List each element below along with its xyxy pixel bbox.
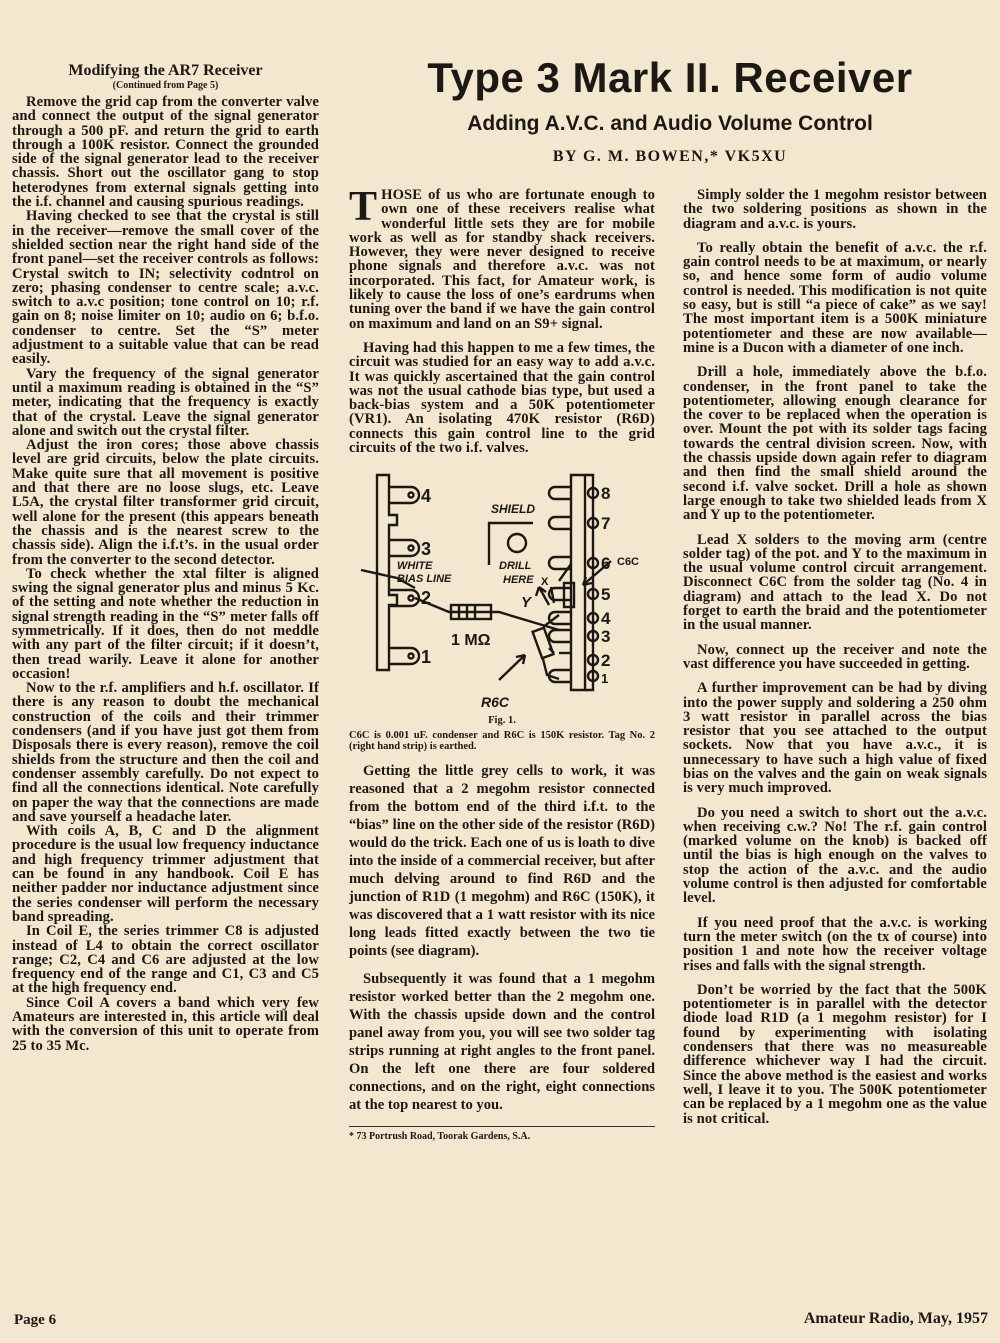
figure-caption: C6C is 0.001 uF. condenser and R6C is 150K resistor. Tag No. 2 (right hand strip) is earthed.	[349, 730, 655, 753]
right-tag-7: 7	[601, 514, 611, 534]
body-paragraph: To really obtain the benefit of a.v.c. the r.f. gain control needs to be at maximum, or nearly so, and hence some form of audio volume control is needed. This modification is not quite so easy, but is still “a piece of cake” as we say! The most important item is a 500K miniature potentiometer and these are now available—mine is a Ducon with a diameter of one inch.	[683, 239, 987, 356]
footnote: * 73 Portrush Road, Toorak Gardens, S.A.	[349, 1126, 655, 1142]
left-paragraph: Remove the grid cap from the converter valve and connect the output of the signal generator through a 500 pF. and return the grid to earth through a 100K resistor. Connect the grounded side of the signal generator lead to the receiver chassis. Short out the oscillator gang to stop heterodynes from external signals getting into the i.f. channel and causing spurious readings.	[12, 94, 319, 211]
figure-label: Fig. 1.	[488, 715, 516, 727]
left-paragraph: Adjust the iron cores; those above chassis level are grid circuits, below the plate circuits. Make quite sure that all movement is positive and that there are no loose slugs, etc. Leave L5A, the crystal filter transformer grid circuit, well alone for the present (this appears beneath the chassis and is the nearest screw to the chassis side). Align the i.f.t’s. in the usual order from the converter to the second detector.	[12, 437, 319, 568]
body-paragraph: Lead X solders to the moving arm (centre solder tag) of the pot. and Y to the maximum in the usual volume control circuit arrangement. Disconnect C6C from the solder tag (No. 4 in diagram) and attach to the lead X. Do not forget to earth the braid and the potentiometer in the usual manner.	[683, 531, 987, 634]
body-paragraph: Do you need a switch to short out the a.v.c. when receiving c.w.? No! The r.f. gain control (marked volume on the knob) is backed off until the bias is high enough on the valves to stop the action of the a.v.c. and the audio volume control is then adjusted for comfortable level.	[683, 804, 987, 907]
left-article-title: Modifying the AR7 Receiver	[68, 62, 263, 79]
body-paragraph: Having had this happen to me a few times, the circuit was studied for an easy way to add a.v.c. It was quickly ascertained that the gain control was not the usual cathode bias type, but used a back-bias system and a 50K potentiometer (VR1). An isolating 470K resistor (R6D) connects this gain control line to the grid circuits of the two i.f. valves.	[349, 339, 655, 457]
body-paragraph: If you need proof that the a.v.c. is working turn the meter switch (on the tx of course) into position 1 and note how the receiver voltage rises and falls with the signal strength.	[683, 914, 987, 974]
body-paragraph: A further improvement can be had by diving into the power supply and soldering a 250 ohm 3 watt resistor in parallel across the bias resistor that you see attached to the output sockets. Now that you have a.v.c., it is unnecessary to have such a high value of fixed bias on the valves and the gain on weak signals is very much improved.	[683, 680, 987, 797]
left-column	[12, 62, 319, 1053]
byline: BY G. M. BOWEN,* VK5XU	[552, 148, 788, 165]
left-tag-3: 3	[421, 539, 432, 560]
right-tag-3: 3	[601, 627, 611, 647]
left-tag-4: 4	[421, 486, 432, 507]
c6c-label: C6C	[617, 556, 640, 569]
right-tag-6: 6	[601, 554, 611, 574]
left-paragraph: Vary the frequency of the signal generator until a maximum reading is obtained in the “S” meter, indicating that the frequency is exactly that of the crystal. Leave the signal generator alone and switch out the crystal filter.	[12, 365, 319, 439]
left-paragraph: Now to the r.f. amplifiers and h.f. oscillator. If there is any reason to doubt the mechanical construction of the coils and their trimmer condensers (and if you have just got them from Disposals there is every reason), remove the coil shields from the structure and then the coil and condenser assembly carefully. Do not expect to find all the connections identical. Note carefully on paper the way that the connections are made and save yourself a headache later.	[12, 680, 319, 825]
body-paragraph: Simply solder the 1 megohm resistor between the two soldering positions as shown in the diagram and a.v.c. is yours.	[683, 187, 987, 232]
right-tag-8: 8	[601, 484, 611, 504]
right-tag-1: 1	[601, 671, 609, 687]
left-paragraph: With coils A, B, C and D the alignment procedure is the usual low frequency inductance and high frequency trimmer adjustment that can be found in any handbook. Coil E has neither padder nor inductance adjustment since the series condenser will perform the necessary band spreading.	[12, 823, 319, 925]
left-paragraph: To check whether the xtal filter is aligned swing the signal generator plus and minus 5 Kc. of the setting and note whether the reduction in signal strength reading in the “S” meter falls off symmetrically. If it does, then do not meddle with any part of the filter circuit; if it doesn’t, then tread warily. Leave it alone for another occasion!	[12, 565, 319, 682]
wiring-diagram	[349, 465, 655, 715]
white-label: WHITE	[397, 560, 433, 573]
drop-cap: T	[349, 184, 378, 230]
left-paragraph: Since Coil A covers a band which very few Amateurs are interested in, this article will deal with the conversion of this unit to operate from 25 to 35 Mc.	[12, 994, 319, 1054]
continued-note: (Continued from Page 5)	[112, 80, 219, 91]
left-paragraph: Having checked to see that the crystal is still in the receiver—remove the small cover of the shielded section near the right hand side of the front panel—set the receiver controls as follows: Crystal switch to IN; selectivity codntrol on zero; phasing condenser to centre scale; a.v.c. switch to a.v.c position; tone control on 10; r.f. gain on 8; noise limiter on 10; audio on 6; b.f.o. condenser to centre. Set the “S” meter adjustment to a suitable value that can be read easily.	[12, 208, 319, 368]
shield-label: SHIELD	[491, 502, 536, 517]
article-title: Type 3 Mark II. Receiver	[427, 54, 913, 101]
bias-line-label: BIAS LINE	[397, 573, 452, 586]
body-paragraph: Don’t be worried by the fact that the 500K potentiometer is in parallel with the detector diode load R1D (a 1 megohm resistor) for I found by experimenting with isolating condensers that there was no measureable difference whichever way I had the circuit. Since the above method is the easiest and works well, I leave it to you. The 500K potentiometer can be replaced by a 1 megohm one as the value is not critical.	[683, 981, 987, 1127]
right-tag-2: 2	[601, 651, 611, 671]
right-column	[683, 188, 987, 1126]
right-tag-5: 5	[601, 585, 611, 605]
body-paragraph: Subsequently it was found that a 1 megohm resistor worked better than the 2 megohm one. With the chassis upside down and the control panel away from you, you will see two solder tag strips running at right angles to the front panel. On the left one there are four soldered connections, and on the right, eight connections at the top nearest to you.	[349, 971, 655, 1114]
article-subtitle: Adding A.V.C. and Audio Volume Control	[467, 112, 873, 135]
left-paragraph: In Coil E, the series trimmer C8 is adjusted instead of L4 to obtain the correct oscillator range; C2, C4 and C6 are adjusted at the low frequency end of the range and C1, C3 and C5 at the high frequency end.	[12, 923, 319, 997]
drill-label: DRILL	[499, 560, 532, 573]
issue-label: Amateur Radio, May, 1957	[803, 1310, 988, 1327]
middle-column	[349, 184, 655, 1152]
page-number: Page 6	[14, 1312, 57, 1328]
body-paragraph: Getting the little grey cells to work, it was reasoned that a 2 megohm resistor connected from the bottom end of the third i.f.t. to the “bias” line on the other side of the resistor (R6D) would do the trick. Each one of us is loath to dive into the inside of a commercial receiver, but after much delving around to find R6D and the junction of R1D (1 megohm) and R6C (150K), it was discovered that a 1 watt resistor with its nice long leads fitted exactly between the two tie points (see diagram).	[349, 763, 655, 960]
left-tag-2: 2	[421, 588, 432, 609]
here-label: HERE	[503, 574, 534, 587]
body-paragraph: Now, connect up the receiver and note the vast difference you have succeeded in getting.	[683, 641, 987, 672]
y-label: Y	[521, 594, 532, 612]
resistor-label: 1 MΩ	[451, 632, 491, 650]
r6c-label: R6C	[481, 694, 510, 711]
body-paragraph: Drill a hole, immediately above the b.f.o. condenser, in the front panel to take the potentiometer, allowing enough clearance for the cover to be replaced when the operation is over. Mount the pot with its solder tags facing towards the central division screen. Now, with the chassis upside down again refer to diagram and then find the small shield around the second i.f. valve socket. Drill a hole as shown large enough to take two shielded leads from X and Y up to the potentiometer.	[683, 364, 987, 524]
left-tag-1: 1	[421, 647, 432, 668]
x-label: X	[541, 576, 549, 589]
right-tag-4: 4	[601, 609, 611, 629]
intro-paragraph: THOSE of us who are fortunate enough to own one of these receivers realise what wonderful little sets they are for mobile work as well as for standby shack receivers. However, they were never designed to receive phone signals and therefore a.v.c. was not incorporated. This fact, for Amateur work, is likely to cause the loss of one’s eardrums when tuning over the band if we have the gain control on maximum and land on an S9+ signal.	[349, 184, 655, 332]
figure-1	[349, 465, 655, 752]
